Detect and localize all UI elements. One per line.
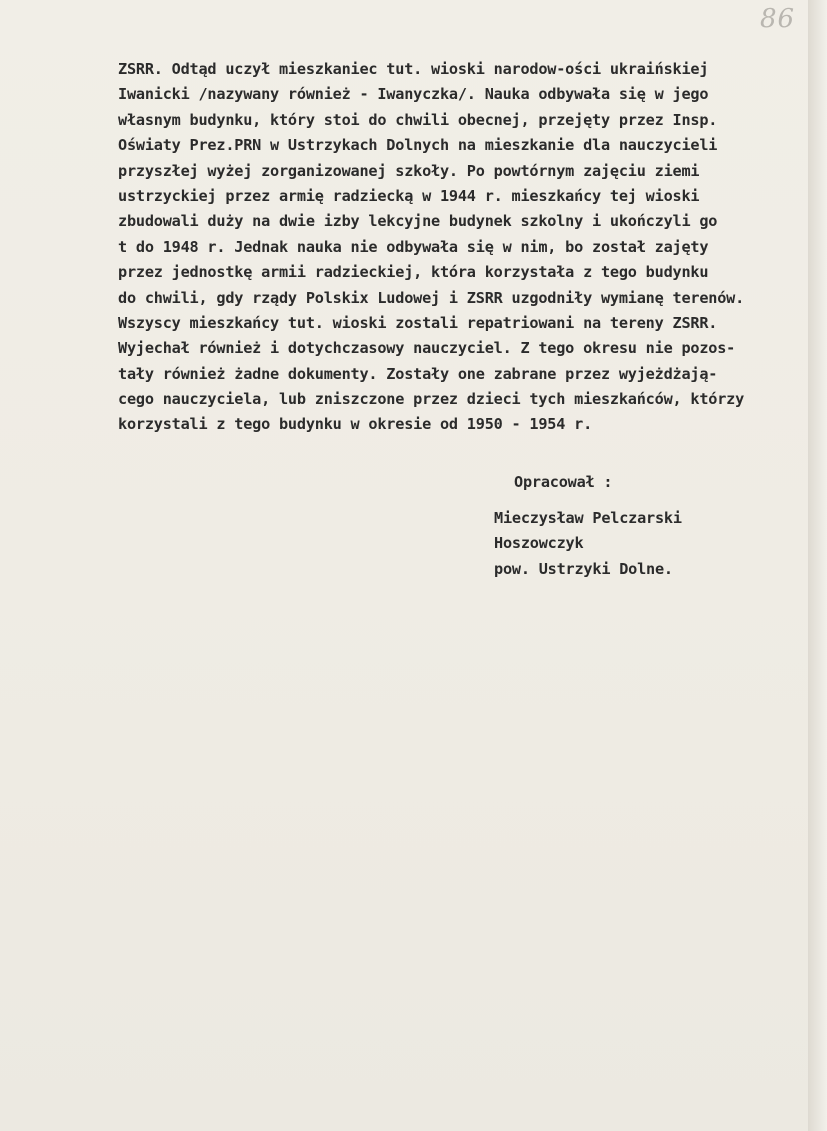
author-name: Mieczysław Pelczarski	[494, 508, 682, 527]
author-district: pow. Ustrzyki Dolne.	[494, 559, 673, 578]
text-line: Iwanicki /nazywany również - Iwanyczka/. Nauka odbywała się w jego	[118, 85, 709, 104]
text-line: korzystali z tego budynku w okresie od 1950 - 1954 r.	[118, 415, 593, 434]
text-line: przyszłej wyżej zorganizowanej szkoły. Po powtórnym zajęciu ziemi	[118, 161, 700, 180]
text-line: do chwili, gdy rządy Polskix Ludowej i ZSRR uzgodniły wymianę terenów.	[118, 288, 745, 307]
text-line: zbudowali duży na dwie izby lekcyjne budynek szkolny i ukończyli go	[118, 212, 718, 231]
author-place: Hoszowczyk	[494, 534, 584, 553]
page-number: 86	[760, 4, 796, 34]
text-line: Wyjechał również i dotychczasowy nauczyciel. Z tego okresu nie pozos-	[118, 339, 736, 358]
text-line: Oświaty Prez.PRN w Ustrzykach Dolnych na mieszkanie dla nauczycieli	[118, 136, 718, 155]
scan-edge	[808, 0, 827, 1131]
text-line: przez jednostkę armii radzieckiej, która korzystała z tego budynku	[118, 263, 709, 282]
text-line: ZSRR. Odtąd uczył mieszkaniec tut. wioski narodow-ości ukraińskiej	[118, 60, 709, 78]
signature-label: Opracował :	[514, 473, 613, 491]
text-line: cego nauczyciela, lub zniszczone przez dzieci tych mieszkańców, którzy	[118, 390, 745, 409]
text-line: t do 1948 r. Jednak nauka nie odbywała się w nim, bo został zajęty	[118, 237, 709, 256]
text-line: ustrzyckiej przez armię radziecką w 1944 r. mieszkańcy tej wioski	[118, 186, 700, 205]
signature-block	[494, 470, 682, 582]
text-line: własnym budynku, który stoi do chwili obecnej, przejęty przez Insp.	[118, 110, 718, 129]
text-line: tały również żadne dokumenty. Zostały one zabrane przez wyjeżdżają-	[118, 364, 718, 383]
body-text	[118, 57, 818, 438]
text-line: Wszyscy mieszkańcy tut. wioski zostali repatriowani na tereny ZSRR.	[118, 313, 718, 332]
